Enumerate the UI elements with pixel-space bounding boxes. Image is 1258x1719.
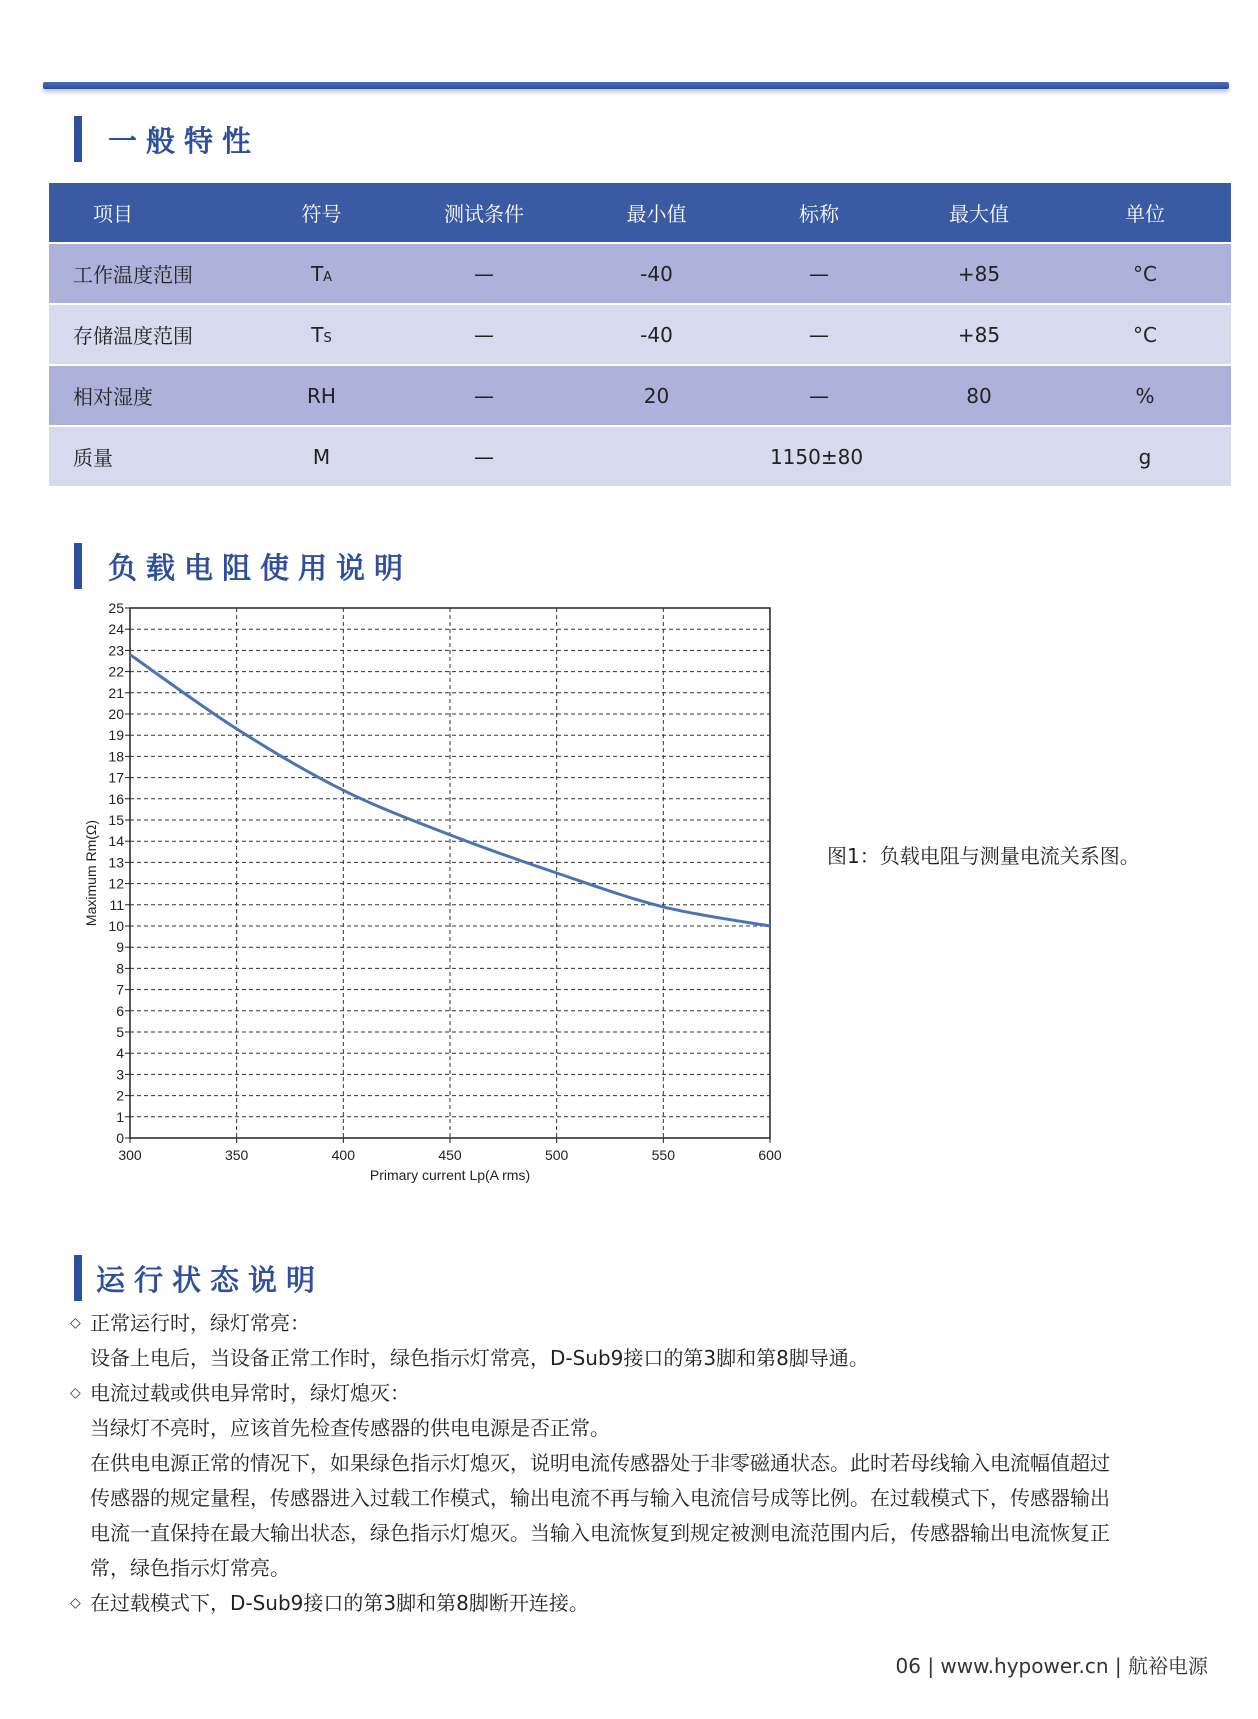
status-line: 常，绿色指示灯常亮。: [90, 1556, 290, 1580]
diamond-bullet-icon: ◇: [70, 1385, 81, 1401]
status-line: 电流一直保持在最大输出状态，绿色指示灯熄灭。当输入电流恢复到规定被测电流范围内后，传感器输出电流恢复正: [90, 1521, 1110, 1545]
cell-nominal: —: [739, 243, 899, 304]
y-tick-label: 5: [116, 1024, 124, 1040]
x-tick-label: 600: [758, 1147, 782, 1163]
y-tick-label: 4: [116, 1045, 124, 1062]
header-condition: 测试条件: [394, 183, 574, 243]
section-load-resistance: [74, 543, 412, 589]
top-divider-bar: [43, 82, 1229, 89]
status-line: 当绿灯不亮时，应该首先检查传感器的供电电源是否正常。: [90, 1416, 610, 1440]
cell-item: 存储温度范围: [49, 304, 249, 365]
y-tick-label: 17: [108, 769, 124, 786]
header-nominal: 标称: [739, 183, 899, 243]
status-heading: ◇ 电流过载或供电异常时，绿灯熄灭：: [70, 1376, 1190, 1411]
cell-condition: —: [394, 365, 574, 426]
x-tick-label: 350: [224, 1147, 249, 1163]
header-unit: 单位: [1059, 183, 1231, 243]
cell-item: 质量: [49, 426, 249, 486]
table-row: [49, 426, 1231, 486]
y-tick-label: 12: [108, 875, 124, 892]
header-symbol: 符号: [249, 183, 394, 243]
section-general-characteristics: [74, 116, 260, 162]
cell-symbol: TS: [249, 304, 394, 365]
header-max: 最大值: [899, 183, 1059, 243]
table-header-row: [49, 183, 1231, 243]
status-line: 在供电电源正常的情况下，如果绿色指示灯熄灭，说明电流传感器处于非零磁通状态。此时若母线输入电流幅值超过: [90, 1451, 1110, 1475]
cell-max: 80: [899, 365, 1059, 426]
table-row: [49, 243, 1231, 304]
y-tick-label: 23: [108, 642, 124, 659]
y-tick-label: 10: [108, 918, 124, 934]
load-resistance-chart: [80, 590, 800, 1200]
cell-unit: °C: [1059, 243, 1231, 304]
x-tick-label: 300: [118, 1147, 142, 1163]
diamond-bullet-icon: ◇: [70, 1595, 81, 1611]
x-tick-label: 400: [331, 1147, 356, 1163]
y-tick-label: 22: [108, 663, 124, 680]
section-title: 一般特性: [108, 123, 261, 158]
cell-min: 20: [574, 365, 739, 426]
status-heading: ◇ 正常运行时，绿灯常亮：: [70, 1306, 1190, 1341]
figure-caption: 图1：负载电阻与测量电流关系图。: [827, 844, 1140, 868]
spec-table: [49, 183, 1231, 486]
y-tick-label: 16: [108, 790, 124, 807]
y-tick-label: 1: [116, 1108, 124, 1125]
cell-min: -40: [574, 304, 739, 365]
cell-unit: g: [1059, 426, 1231, 486]
table-row: [49, 304, 1231, 365]
section-marker: [74, 543, 82, 589]
y-axis-label: Maximum Rm(Ω): [83, 819, 99, 927]
cell-unit: °C: [1059, 304, 1231, 365]
cell-item: 相对湿度: [49, 365, 249, 426]
y-tick-label: 24: [108, 621, 124, 638]
cell-nominal: —: [739, 365, 899, 426]
x-tick-label: 500: [544, 1147, 569, 1163]
cell-max: +85: [899, 304, 1059, 365]
y-tick-label: 20: [108, 706, 124, 722]
cell-condition: —: [394, 426, 574, 486]
y-tick-label: 2: [116, 1087, 124, 1104]
page-footer: 06 | www.hypower.cn | 航裕电源: [895, 1654, 1208, 1678]
status-description: [70, 1306, 1190, 1621]
diamond-bullet-icon: ◇: [70, 1315, 81, 1331]
x-tick-label: 550: [651, 1147, 676, 1163]
cell-nominal: —: [739, 304, 899, 365]
section-marker: [74, 116, 82, 162]
cell-item: 工作温度范围: [49, 243, 249, 304]
cell-condition: —: [394, 243, 574, 304]
y-tick-label: 3: [116, 1066, 124, 1083]
y-tick-label: 7: [116, 981, 124, 998]
y-tick-label: 21: [108, 684, 124, 701]
y-tick-label: 9: [116, 939, 124, 956]
status-line: 传感器的规定量程，传感器进入过载工作模式，输出电流不再与输入电流信号成等比例。在过载模式下，传感器输出: [90, 1486, 1110, 1510]
section-title: 负载电阻使用说明: [108, 550, 413, 585]
x-tick-label: 450: [438, 1147, 462, 1163]
cell-unit: %: [1059, 365, 1231, 426]
table-row: [49, 365, 1231, 426]
header-item: 项目: [49, 183, 249, 243]
y-tick-label: 19: [108, 727, 124, 744]
cell-symbol: M: [249, 426, 394, 486]
cell-symbol: RH: [249, 365, 394, 426]
header-min: 最小值: [574, 183, 739, 243]
y-tick-label: 13: [108, 854, 124, 871]
cell-min: -40: [574, 243, 739, 304]
y-tick-label: 25: [108, 600, 124, 616]
y-tick-label: 0: [116, 1130, 124, 1146]
y-tick-label: 15: [108, 812, 124, 828]
cell-symbol: TA: [249, 243, 394, 304]
y-tick-label: 14: [108, 833, 124, 850]
y-tick-label: 6: [116, 1002, 124, 1019]
cell-condition: —: [394, 304, 574, 365]
y-tick-label: 18: [108, 748, 124, 765]
y-tick-label: 11: [109, 896, 124, 913]
status-heading: ◇ 在过载模式下，D-Sub9接口的第3脚和第8脚断开连接。: [70, 1586, 1190, 1621]
status-line: 设备上电后，当设备正常工作时，绿色指示灯常亮，D-Sub9接口的第3脚和第8脚导通。: [90, 1346, 869, 1370]
section-operating-status: [74, 1255, 324, 1301]
section-marker: [74, 1255, 82, 1301]
section-title: 运行状态说明: [96, 1262, 325, 1297]
x-axis-label: Primary current Lp(A rms): [369, 1167, 531, 1183]
cell-max: +85: [899, 243, 1059, 304]
y-tick-label: 8: [116, 960, 124, 977]
cell-merged-value: 1150±80: [574, 426, 1059, 486]
